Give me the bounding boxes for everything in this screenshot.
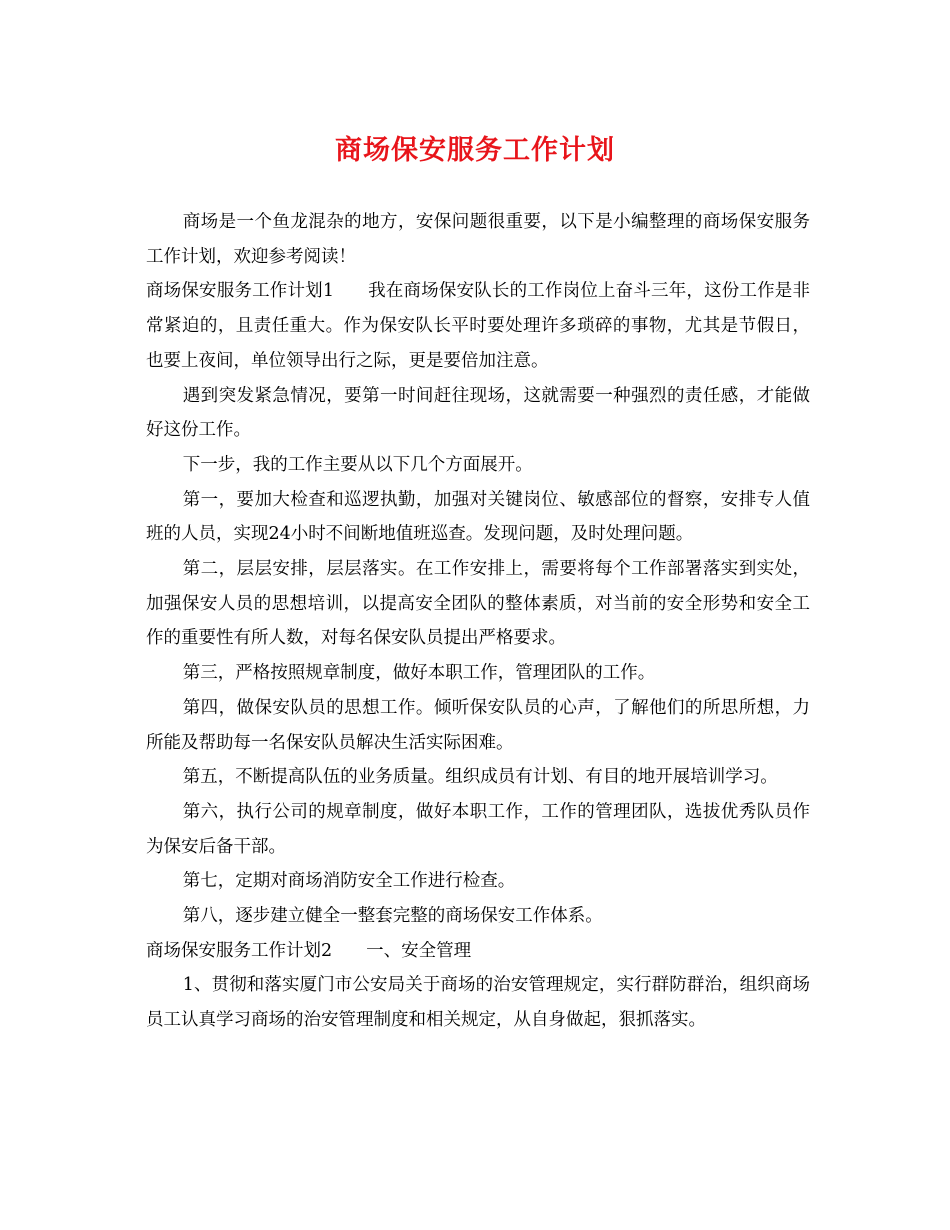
plan1-paragraph-3: 第一，要加大检查和巡逻执勤，加强对关键岗位、敏感部位的督察，安排专人值班的人员，实现24小时不间断地值班巡查。发现问题，及时处理问题。	[146, 489, 810, 545]
plan1-paragraph-9: 第七，定期对商场消防安全工作进行检查。	[182, 871, 516, 892]
plan2-heading: 商场保安服务工作计划2	[146, 940, 333, 961]
plan1-paragraph-1: 遇到突发紧急情况，要第一时间赶往现场，这就需要一种强烈的责任感，才能做好这份工作。	[146, 385, 810, 441]
plan1-heading: 商场保安服务工作计划1	[146, 281, 334, 302]
plan1-paragraph-8: 第六，执行公司的规章制度，做好本职工作，工作的管理团队，选拔优秀队员作为保安后备干部。	[146, 801, 810, 857]
plan1-first-paragraph	[146, 274, 810, 378]
plan1-paragraph-10: 第八，逐步建立健全一整套完整的商场保安工作体系。	[182, 906, 603, 927]
document-title: 商场保安服务工作计划	[335, 135, 615, 166]
plan2-heading-line	[146, 934, 810, 969]
intro-paragraph: 商场是一个鱼龙混杂的地方，安保问题很重要，以下是小编整理的商场保安服务工作计划，欢迎参考阅读！	[146, 212, 810, 267]
plan1-paragraph-5: 第三，严格按照规章制度，做好本职工作，管理团队的工作。	[182, 663, 656, 684]
plan1-paragraph-2: 下一步，我的工作主要从以下几个方面展开。	[182, 454, 533, 475]
plan1-paragraph-6: 第四，做保安队员的思想工作。倾听保安队员的心声，了解他们的所思所想，力所能及帮助每一名保安队员解决生活实际困难。	[146, 697, 810, 753]
plan1-first-text: 我在商场保安队长的工作岗位上奋斗三年，这份工作是非常紧迫的，且责任重大。作为保安队长平时要处理许多琐碎的事物，尤其是节假日，也要上夜间，单位领导出行之际，更是要倍加注意。	[146, 281, 810, 371]
plan1-paragraph-7: 第五，不断提高队伍的业务质量。组织成员有计划、有目的地开展培训学习。	[182, 767, 778, 788]
document-body	[146, 205, 810, 1038]
plan2-paragraph-1: 1、贯彻和落实厦门市公安局关于商场的治安管理规定，实行群防群治，组织商场员工认真学习商场的治安管理制度和相关规定，从自身做起，狠抓落实。	[146, 975, 810, 1031]
plan1-paragraph-4: 第二，层层安排，层层落实。在工作安排上，需要将每个工作部署落实到实处，加强保安人员的思想培训，以提高安全团队的整体素质，对当前的安全形势和安全工作的重要性有所人数，对每名保安队员提出严格要求。	[146, 559, 810, 649]
plan2-section-title: 一、安全管理	[366, 940, 472, 961]
